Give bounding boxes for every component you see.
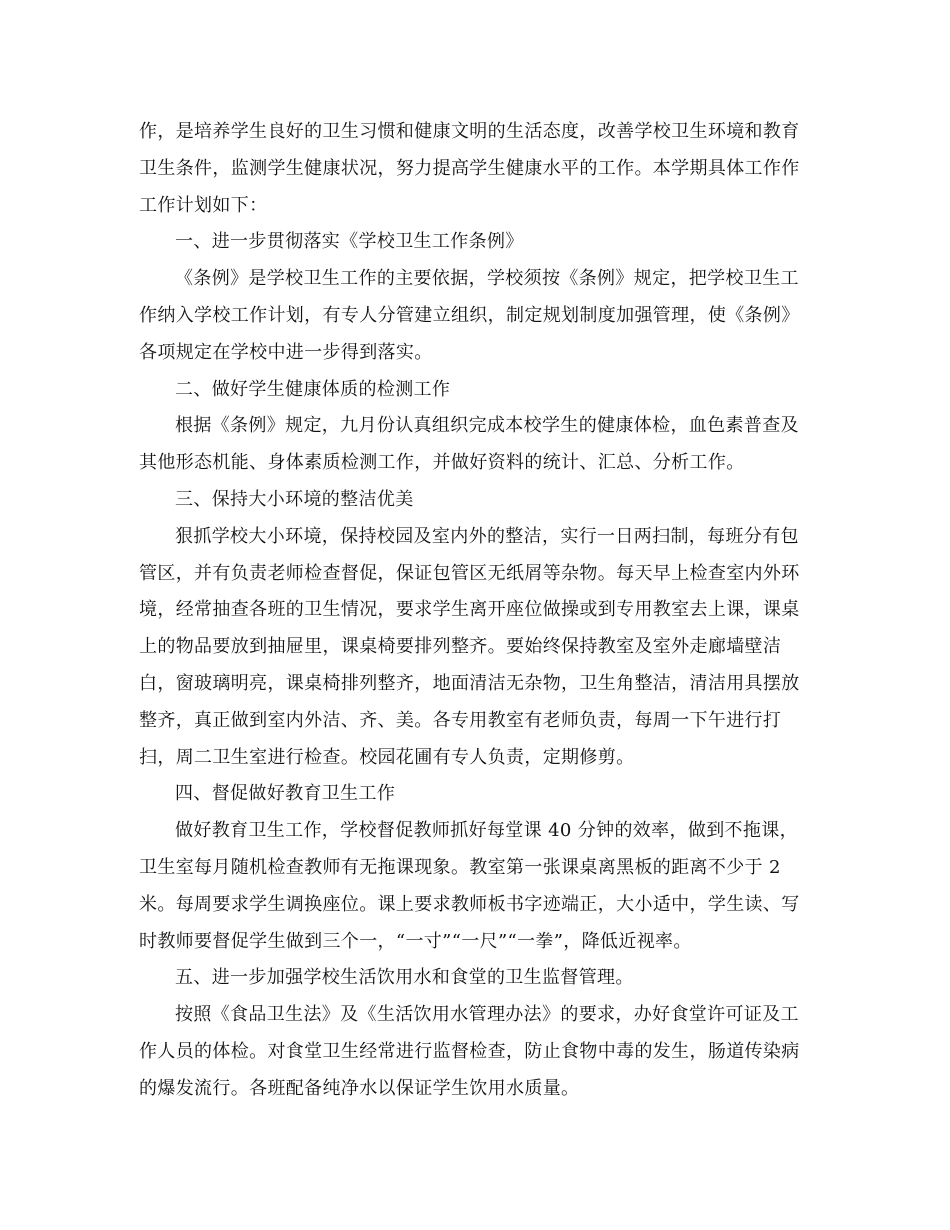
text-line: 做好教育卫生工作，学校督促教师抓好每堂课 40 分钟的效率，做到不拖课， xyxy=(175,820,798,842)
text-line: 整齐，真正做到室内外洁、齐、美。各专用教室有老师负责，每周一下午进行打 xyxy=(139,709,782,731)
text-line: 狠抓学校大小环境，保持校园及室内外的整洁，实行一日两扫制，每班分有包 xyxy=(175,525,799,547)
text-line: 工作计划如下： xyxy=(139,194,268,216)
text-line: 五、进一步加强学校生活饮用水和食堂的卫生监督管理。 xyxy=(175,967,634,989)
text-line: 白，窗玻璃明亮，课桌椅排列整齐，地面清洁无杂物，卫生角整洁，清洁用具摆放 xyxy=(139,672,800,694)
text-line: 米。每周要求学生调换座位。课上要求教师板书字迹端正，大小适中，学生读、写 xyxy=(139,893,800,915)
text-line: 二、做好学生健康体质的检测工作 xyxy=(175,378,451,400)
text-line: 上的物品要放到抽屉里，课桌椅要排列整齐。要始终保持教室及室外走廊墙壁洁 xyxy=(139,636,782,658)
text-line: 的爆发流行。各班配备纯净水以保证学生饮用水质量。 xyxy=(139,1077,580,1099)
text-line: 按照《食品卫生法》及《生活饮用水管理办法》的要求，办好食堂许可证及工 xyxy=(175,1004,799,1026)
text-line: 卫生条件，监测学生健康状况，努力提高学生健康水平的工作。本学期具体工作作 xyxy=(139,157,800,179)
text-line: 管区，并有负责老师检查督促，保证包管区无纸屑等杂物。每天早上检查室内外环 xyxy=(139,562,800,584)
text-line: 三、保持大小环境的整洁优美 xyxy=(175,488,414,510)
text-line: 四、督促做好教育卫生工作 xyxy=(175,783,396,805)
text-line: 作，是培养学生良好的卫生习惯和健康文明的生活态度，改善学校卫生环境和教育 xyxy=(139,121,800,142)
text-line: 《条例》是学校卫生工作的主要依据，学校须按《条例》规定，把学校卫生工 xyxy=(175,268,799,290)
text-line: 时教师要督促学生做到三个一，“一寸”“一尺”“一拳”，降低近视率。 xyxy=(139,930,692,952)
text-line: 作纳入学校工作计划，有专人分管建立组织，制定规划制度加强管理，使《条例》 xyxy=(139,304,800,326)
text-line: 其他形态机能、身体素质检测工作，并做好资料的统计、汇总、分析工作。 xyxy=(139,452,745,474)
text-line: 一、进一步贯彻落实《学校卫生工作条例》 xyxy=(175,231,524,253)
text-line: 卫生室每月随机检查教师有无拖课现象。教室第一张课桌离黑板的距离不少于 2 xyxy=(139,856,781,878)
text-line: 各项规定在学校中进一步得到落实。 xyxy=(139,341,433,363)
document-body xyxy=(139,114,811,1108)
text-line: 境，经常抽查各班的卫生情况，要求学生离开座位做操或到专用教室去上课，课桌 xyxy=(139,599,800,621)
text-line: 作人员的体检。对食堂卫生经常进行监督检查，防止食物中毒的发生，肠道传染病 xyxy=(139,1040,800,1062)
text-line: 扫，周二卫生室进行检查。校园花圃有专人负责，定期修剪。 xyxy=(139,746,635,768)
text-line: 根据《条例》规定，九月份认真组织完成本校学生的健康体检，血色素普查及 xyxy=(175,415,799,437)
